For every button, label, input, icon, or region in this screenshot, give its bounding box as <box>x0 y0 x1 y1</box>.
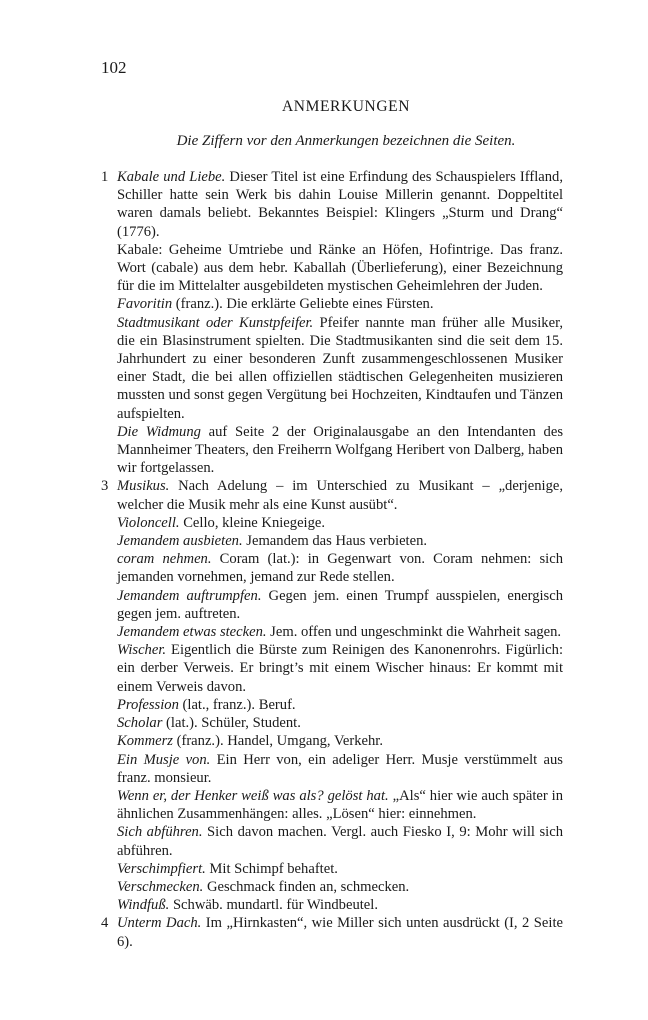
annotation-entry <box>117 532 563 550</box>
annotation-term: Violoncell. <box>117 514 180 531</box>
annotation-text: Jem. offen und ungeschminkt die Wahrheit sagen. <box>266 624 562 641</box>
annotation-entry <box>117 714 563 732</box>
annotation-text: Ein Herr von, ein adeliger Herr. Musje verstümmelt aus franz. monsieur. <box>117 751 563 786</box>
annotation-term: Sich abführen. <box>117 824 203 841</box>
annotation-term: Musikus. <box>117 478 170 495</box>
annotation-text: (franz.). Handel, Umgang, Verkehr. <box>172 733 384 750</box>
annotation-entry <box>117 314 563 423</box>
annotation-text: Geschmack finden an, schmecken. <box>203 878 410 895</box>
annotation-text: (franz.). Die erklärte Geliebte eines Fürsten. <box>172 296 434 313</box>
annotation-entry <box>117 477 563 513</box>
page-number: 102 <box>101 58 127 77</box>
annotation-text: (lat.). Schüler, Student. <box>162 715 301 732</box>
annotation-entry <box>117 550 563 586</box>
annotation-text: (lat., franz.). Beruf. <box>178 696 296 713</box>
annotation-entry <box>117 641 563 696</box>
annotation-term: Jemandem auftrumpfen. <box>117 587 262 604</box>
annotation-entry <box>117 732 563 750</box>
annotation-term: Favoritin <box>117 296 173 313</box>
annotation-text: Nach Adelung – im Unterschied zu Musikant – „derjenige, welcher die Musik mehr als eine Kunst ausübt“. <box>117 478 563 513</box>
annotation-term: Wischer. <box>117 642 167 659</box>
annotation-entry <box>117 241 563 296</box>
annotation-term: Die Widmung <box>117 423 201 440</box>
annotation-term: Windfuß. <box>117 897 170 914</box>
annotation-term: Scholar <box>117 715 163 732</box>
annotation-term: Stadtmusikant oder Kunstpfeifer. <box>117 314 314 331</box>
annotation-entry <box>117 295 563 313</box>
annotation-text: Coram (lat.): in Gegenwart von. Coram nehmen: sich jemanden vornehmen, jemand zur Rede stellen. <box>117 551 563 586</box>
annotation-text: Im „Hirnkasten“, wie Miller sich unten ausdrückt (I, 2 Seite 6). <box>117 915 563 950</box>
annotation-term: Profession <box>117 696 179 713</box>
annotation-entry <box>117 514 563 532</box>
annotation-term: Verschmecken. <box>117 878 204 895</box>
intro-note: Die Ziffern vor den Anmerkungen bezeichnen die Seiten. <box>176 133 516 149</box>
page-block <box>101 477 564 914</box>
annotation-text: Jemandem das Haus verbieten. <box>242 533 428 550</box>
annotation-term: Jemandem etwas stecken. <box>117 624 267 641</box>
annotation-entry <box>117 751 563 787</box>
annotation-term: Kommerz <box>117 733 173 750</box>
page-reference: 1 <box>101 169 109 185</box>
annotation-text: Kabale: Geheime Umtriebe und Ränke an Höfen, Hofintrige. Das franz. Wort (cabale) aus dem hebr. Kaballah (Überlieferung), einer Bezeichnung für die im Mittelalter ausgebildeten mystischen Geheimlehren der Juden. <box>117 241 563 295</box>
page-reference: 4 <box>101 915 109 932</box>
annotation-text: „Als“ hier wie auch später in ähnlichen Zusammenhängen: alles. „Lösen“ hier: einnehmen. <box>117 787 564 823</box>
section-heading: ANMERKUNGEN <box>281 98 410 115</box>
annotation-entry <box>117 823 563 859</box>
annotation-text: Mit Schimpf behaftet. <box>205 860 338 877</box>
annotation-term: coram nehmen. <box>117 551 212 568</box>
page-reference: 3 <box>101 478 109 495</box>
annotation-text: Pfeifer nannte man früher alle Musiker, die ein Blasinstrument spielten. Die Stadtmusikanten sind die seit dem 15. Jahrhundert zu einer besonderen Zunft zusammengeschlossenen Musiker einer Stadt, die bei allen offiziellen städtischen Gelegenheiten musizieren mussten und sonst gegen Vergütung bei Hochzeiten, Kindtaufen und Tänzen aufspielten. <box>117 314 563 422</box>
annotation-entry <box>117 914 563 950</box>
annotation-term: Ein Musje von. <box>117 751 211 768</box>
annotation-entry <box>117 423 563 478</box>
annotation-entry <box>117 787 563 823</box>
annotation-text: Schwäb. mundartl. für Windbeutel. <box>169 897 378 914</box>
annotation-text: Eigentlich die Bürste zum Reinigen des Kanonenrohrs. Figürlich: ein derber Verweis. Er bringt’s mit einem Wischer hinaus: Er kommt mit einem Verweis davon. <box>117 642 563 695</box>
annotation-text: Dieser Titel ist eine Erfindung des Schauspielers Iffland, Schiller hatte sein Werk bis dahin Louise Millerin genannt. Doppeltitel waren damals beliebt. Bekanntes Beispiel: Klingers „Sturm und Drang“ (1776). <box>117 169 563 240</box>
annotation-term: Unterm Dach. <box>117 915 202 932</box>
annotation-text: Cello, kleine Kniegeige. <box>179 514 326 531</box>
annotation-text: Gegen jem. einen Trumpf ausspielen, energisch gegen jem. auftreten. <box>117 587 563 622</box>
annotation-text: Sich davon machen. Vergl. auch Fiesko I, 9: Mohr will sich abführen. <box>117 824 563 859</box>
annotation-entry <box>117 896 563 914</box>
annotation-entry <box>117 587 563 623</box>
annotation-text: auf Seite 2 der Originalausgabe an den Intendanten des Mannheimer Theaters, den Freiherrn Wolfgang Heribert von Dalberg, haben wir fortgelassen. <box>117 423 564 477</box>
annotation-term: Wenn er, der Henker weiß was als? gelöst hat. <box>117 787 389 804</box>
page-block <box>101 168 564 477</box>
annotation-entry <box>117 696 563 714</box>
annotation-term: Verschimpfiert. <box>117 860 206 877</box>
annotation-entry <box>117 623 563 641</box>
page-block <box>101 914 563 950</box>
annotations-list <box>101 168 564 951</box>
annotation-entry <box>117 878 563 896</box>
annotation-entry <box>117 168 563 241</box>
annotation-term: Kabale und Liebe. <box>117 169 226 185</box>
annotation-term: Jemandem ausbieten. <box>117 533 243 550</box>
annotation-entry <box>117 860 563 878</box>
